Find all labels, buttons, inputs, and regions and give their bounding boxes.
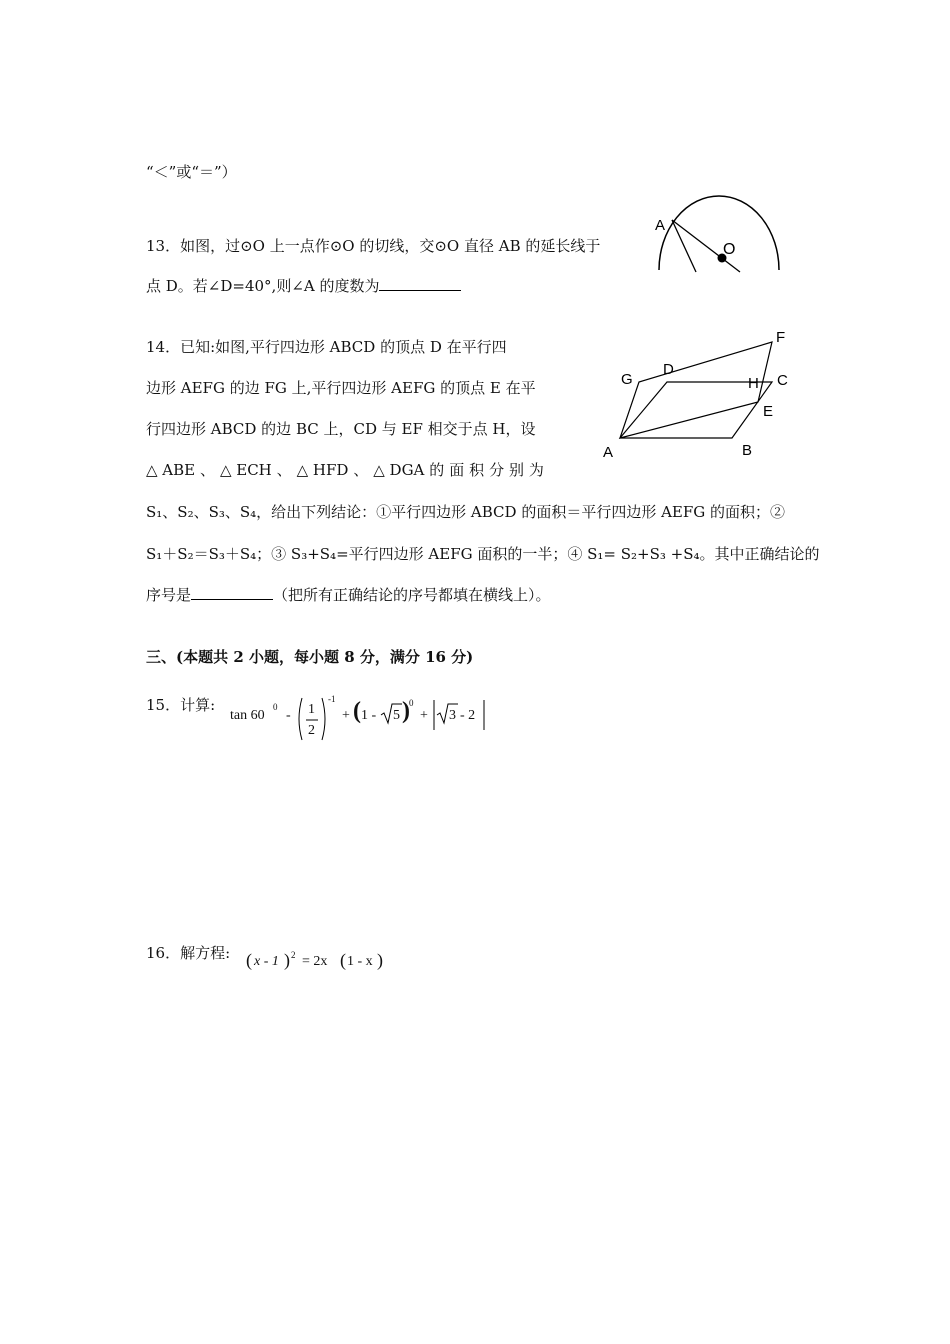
q16-rhs: 1 - x — [347, 954, 373, 969]
label-a: A — [655, 217, 666, 234]
q15-plus2: + — [420, 708, 428, 723]
q13-circle-figure — [650, 192, 790, 274]
q13-line2 — [146, 276, 461, 296]
q15-minus2: - 2 — [460, 708, 476, 723]
q14-answer-suffix: （把所有正确结论的序号都填在横线上）。 — [273, 586, 551, 604]
label-d: D — [663, 361, 674, 378]
label-f: F — [776, 329, 786, 346]
q15-deg: 0 — [273, 702, 278, 712]
q14-w10: 分 — [489, 461, 505, 479]
q15-lparen: ( — [353, 698, 361, 724]
q16-lparen2: ( — [340, 950, 346, 970]
q14-w2: △ ECH — [219, 461, 272, 479]
q16-rparen2: ) — [377, 950, 383, 970]
q14-w4: △ HFD — [296, 461, 349, 479]
q14-w9: 积 — [469, 461, 485, 479]
label-h: H — [748, 375, 759, 392]
q14-w11: 别 — [508, 461, 524, 479]
q14-parallelogram-figure — [595, 326, 805, 466]
section-3-heading: 三、(本题共 2 小题，每小题 8 分，满分 16 分) — [146, 648, 474, 666]
q14-line1: 14．已知:如图,平行四边形 ABCD 的顶点 D 在平行四 — [146, 338, 507, 356]
q15-plus1: + — [342, 708, 350, 723]
q16-lhs: x - 1 — [254, 954, 279, 969]
q14-w0: △ ABE — [146, 461, 196, 479]
label-c: C — [777, 372, 788, 389]
q15-minus1: - — [286, 708, 291, 723]
q14-answer-prefix: 序号是 — [146, 586, 192, 604]
q14-answer-blank[interactable] — [191, 585, 273, 600]
q14-w5: 、 — [353, 461, 369, 479]
label-g: G — [621, 371, 633, 388]
q16-label: 16．解方程: — [146, 944, 231, 962]
q14-line2: 边形 AEFG 的边 FG 上,平行四边形 AEFG 的顶点 E 在平 — [146, 379, 536, 397]
q14-w3: 、 — [276, 461, 292, 479]
q14-w1: 、 — [200, 461, 216, 479]
q13-text: 点 D。若∠D=40°,则∠A 的度数为 — [146, 277, 380, 295]
label-a: A — [603, 444, 614, 461]
q15-numerator: 1 — [308, 702, 315, 717]
q16-eq: = 2x — [302, 954, 328, 969]
label-b: B — [742, 442, 753, 459]
q16-square: 2 — [291, 950, 296, 960]
q13-line1: 13．如图，过⊙O 上一点作⊙O 的切线，交⊙O 直径 AB 的延长线于 — [146, 237, 601, 255]
q14-w12: 为 — [528, 461, 544, 479]
q15-rparen: ) — [402, 698, 410, 724]
q15-denominator: 2 — [308, 723, 315, 738]
label-o: O — [723, 241, 736, 258]
q15-inner: 1 - — [361, 708, 377, 723]
q14-line7 — [146, 585, 551, 605]
q15-tan: tan 60 — [230, 708, 265, 723]
q14-w8: 面 — [449, 461, 465, 479]
q16-lparen: ( — [246, 950, 252, 970]
q14-w7: 的 — [429, 461, 445, 479]
q14-line4 — [146, 460, 544, 480]
line-a-down — [672, 220, 696, 272]
top-fragment: “＜”或“＝”） — [146, 163, 237, 181]
q14-line3: 行四边形 ABCD 的边 BC 上，CD 与 EF 相交于点 H，设 — [146, 420, 536, 438]
q14-line6: S₁＋S₂＝S₃＋S₄；③ S₃+S₄=平行四边形 AEFG 面积的一半；④ S₁= S₂+S₃ +S₄。其中正确结论的 — [146, 545, 820, 563]
q13-answer-blank[interactable] — [379, 276, 461, 291]
q16-equation — [246, 950, 406, 980]
q15-sqrt3: 3 — [449, 708, 456, 723]
label-e: E — [763, 403, 774, 420]
q15-label: 15．计算: — [146, 696, 216, 714]
q15-zero-exp: 0 — [409, 698, 414, 708]
q14-line5: S₁、S₂、S₃、S₄，给出下列结论：①平行四边形 ABCD 的面积＝平行四边形 AEFG 的面积；② — [146, 503, 786, 521]
q15-sqrt5: 5 — [393, 708, 400, 723]
q15-exponent: -1 — [328, 694, 336, 704]
q14-w6: △ DGA — [373, 461, 425, 479]
q15-expression — [230, 696, 500, 746]
q16-rparen: ) — [284, 950, 290, 970]
